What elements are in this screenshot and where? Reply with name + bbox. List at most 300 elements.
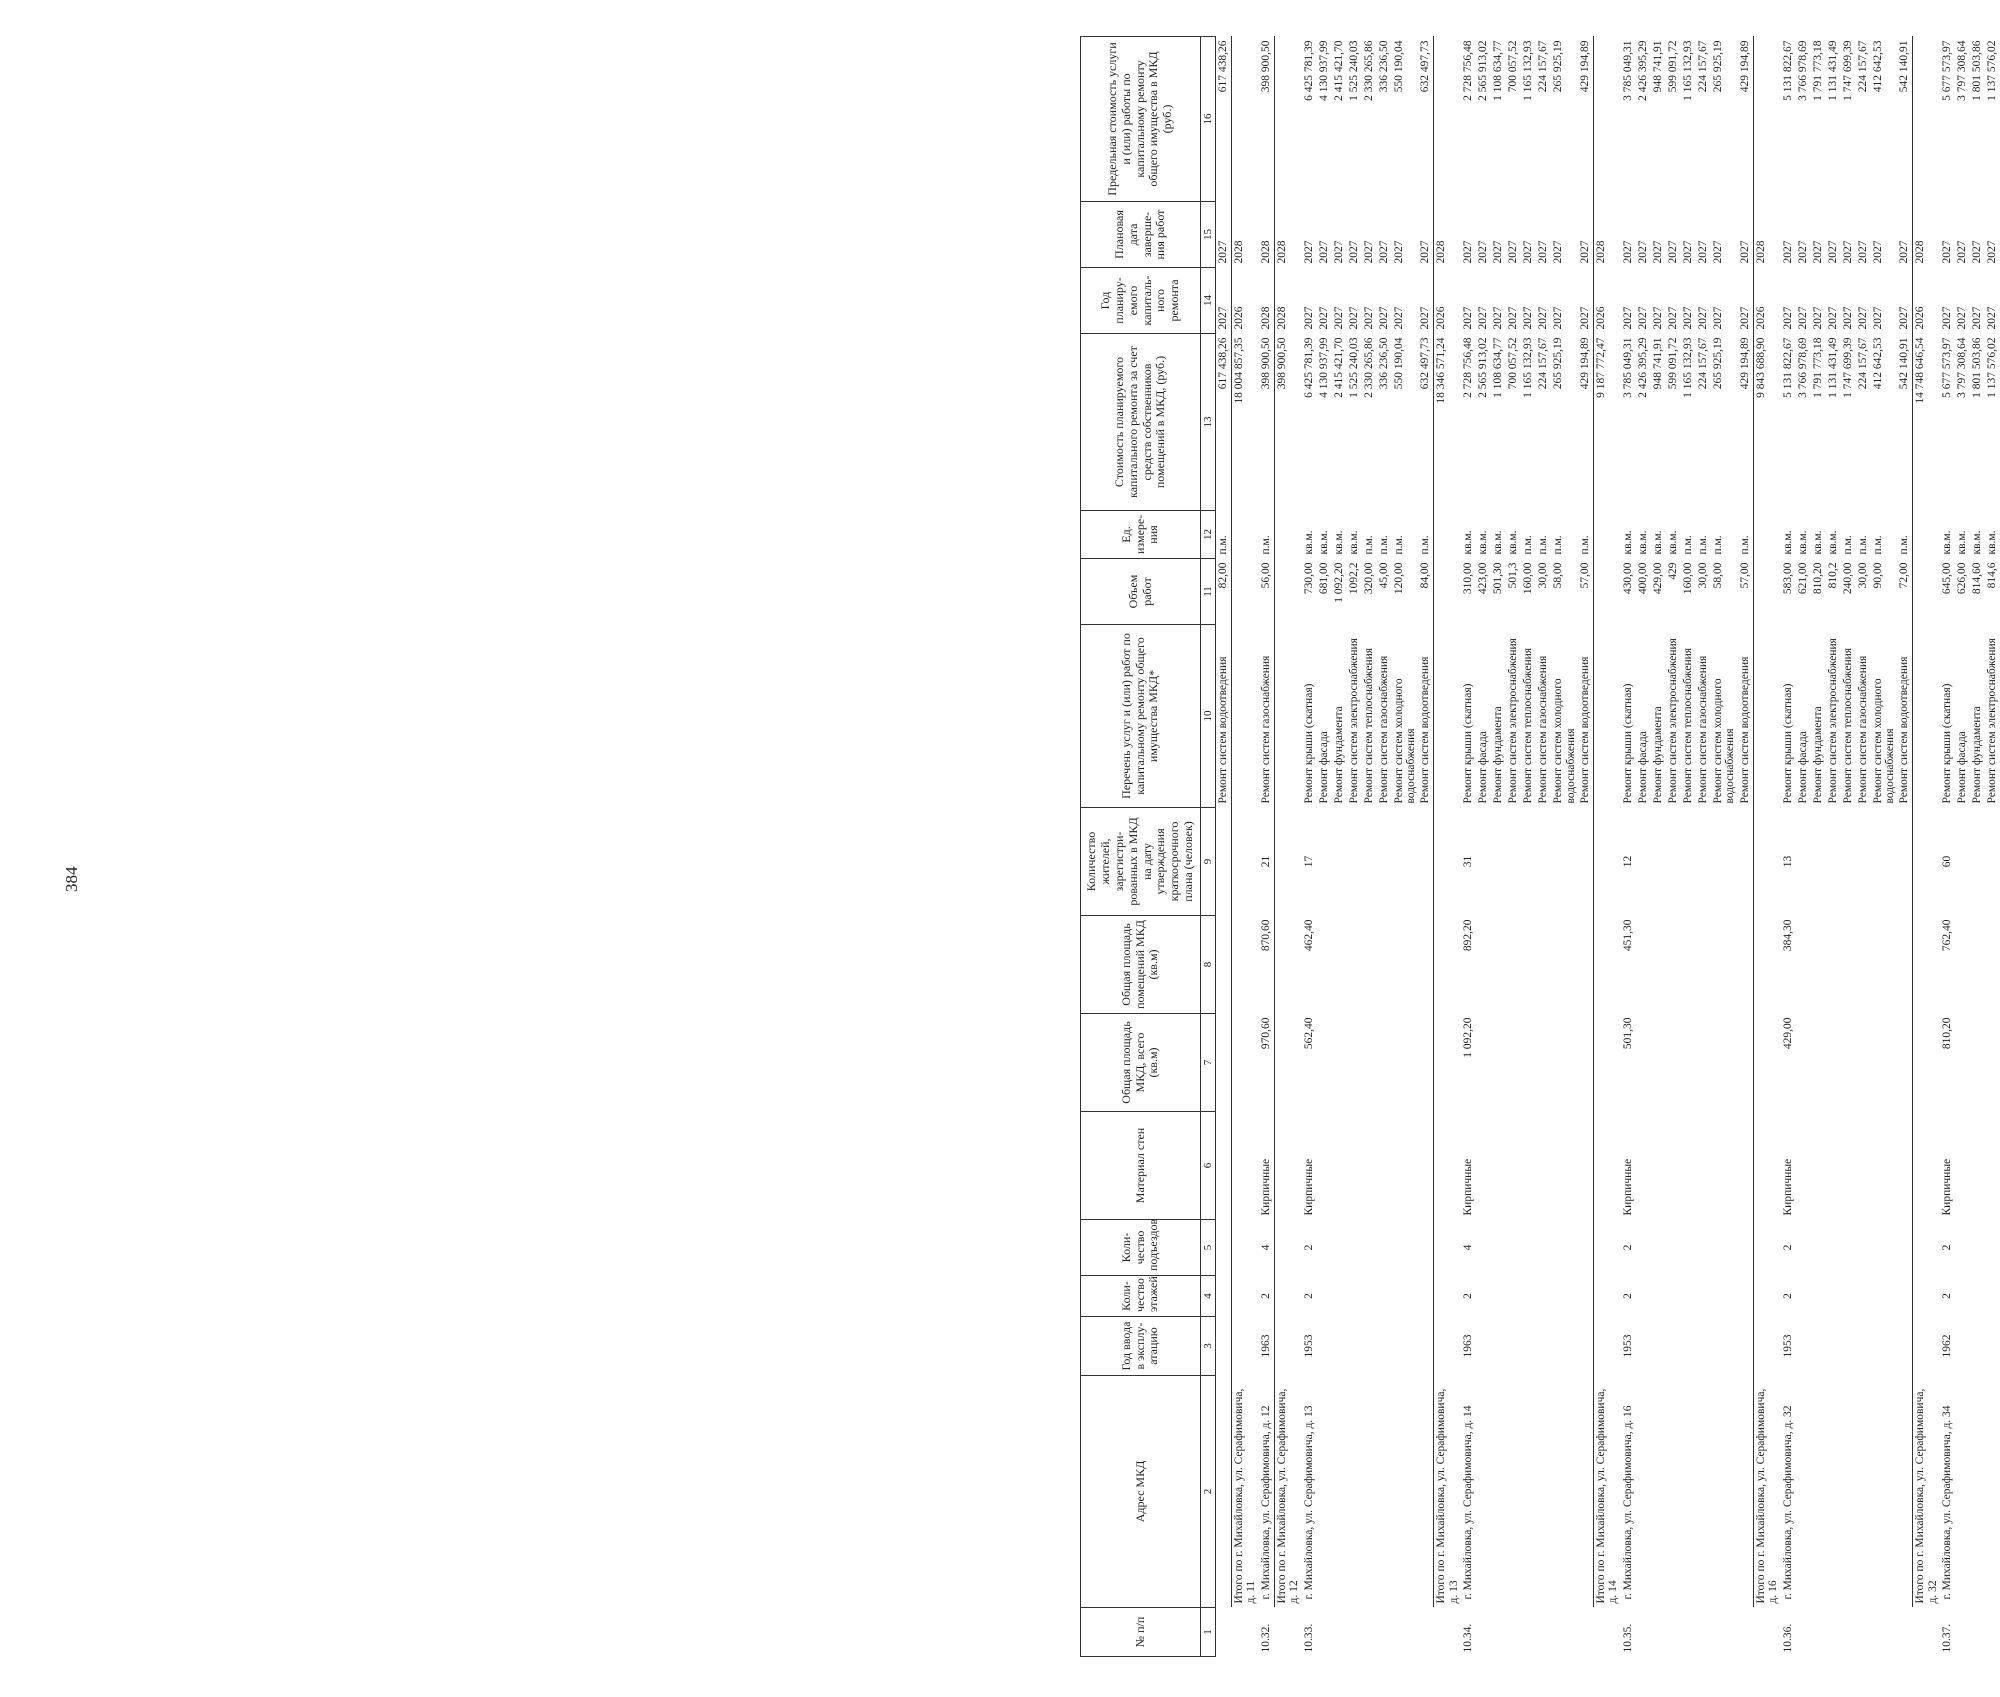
- cell-col-11: 310,00: [1462, 562, 1475, 595]
- cell-col-9: [1841, 808, 1856, 916]
- cell-col-6: [1506, 1112, 1521, 1220]
- table-row: [1651, 37, 1666, 1657]
- cell-col-12: кв.м.: [1956, 530, 1969, 555]
- total-cell-1: [1913, 1608, 1940, 1657]
- table-row: [1476, 37, 1491, 1657]
- cell-col-4: [1216, 1276, 1232, 1317]
- total-cell-15: 2028: [1913, 202, 1940, 268]
- cell-col-6: [1955, 1112, 1970, 1220]
- cell-col-14: 2027: [1666, 306, 1679, 330]
- table-row: [1216, 37, 1232, 1657]
- cell-col-2: [1811, 1376, 1826, 1608]
- cell-col-15: 2027: [1317, 240, 1330, 264]
- cell-col-10: Ремонт систем водоотведения: [1738, 656, 1751, 804]
- cell-col-10: Ремонт систем электроснабжения: [1666, 638, 1679, 804]
- cell-col-9: [1796, 808, 1811, 916]
- cell-col-12: п.м.: [1522, 535, 1535, 555]
- cell-col-14: 2027: [1696, 306, 1709, 330]
- cell-col-1: 10.32.: [1259, 1623, 1272, 1653]
- total-cell-16: [1594, 37, 1621, 202]
- cell-col-10: Ремонт фасада: [1956, 731, 1969, 804]
- table-header: [1081, 37, 1216, 1657]
- cell-col-5: [1521, 1220, 1536, 1276]
- cell-col-1: [1681, 1608, 1696, 1657]
- cell-col-1: [1418, 1608, 1434, 1657]
- cell-col-6: Кирпичные: [1462, 1158, 1475, 1216]
- cell-col-5: [1738, 1220, 1754, 1276]
- column-number-2: 2: [1201, 1376, 1216, 1608]
- cell-col-1: [1651, 1608, 1666, 1657]
- cell-col-11: 57,00: [1738, 562, 1751, 589]
- cell-col-1: [1362, 1608, 1377, 1657]
- total-cell-1: [1753, 1608, 1780, 1657]
- cell-col-14: 2027: [1651, 306, 1664, 330]
- cell-col-16: 632 497,73: [1419, 40, 1432, 93]
- cell-col-10: Ремонт систем водоотведения: [1419, 656, 1432, 804]
- cell-col-5: [1985, 1220, 2000, 1276]
- cell-col-10: Ремонт систем теплоснабжения: [1681, 647, 1694, 804]
- column-header-3: Год ввода в эксплу-атацию: [1081, 1317, 1201, 1376]
- cell-col-7: 970,60: [1259, 1017, 1272, 1050]
- cell-col-14: 2027: [1552, 306, 1565, 330]
- table-row: [1259, 37, 1275, 1657]
- column-number-16: 16: [1201, 37, 1216, 202]
- cell-col-6: [1418, 1112, 1434, 1220]
- cell-col-4: 2: [1781, 1293, 1794, 1299]
- cell-col-15: 2027: [1552, 240, 1565, 264]
- cell-col-1: [1841, 1608, 1856, 1657]
- total-cell-12: [1232, 511, 1259, 559]
- cell-col-2: [1826, 1376, 1841, 1608]
- cell-col-10: Ремонт крыши (скатная): [1781, 683, 1794, 804]
- cell-col-13: 2 330 265,86: [1362, 337, 1375, 398]
- cell-col-14: 2027: [1941, 306, 1954, 330]
- cell-col-13: 1 165 132,93: [1681, 337, 1694, 398]
- cell-col-6: [1551, 1112, 1578, 1220]
- cell-col-13: 3 766 978,69: [1796, 337, 1809, 398]
- cell-col-4: [1897, 1276, 1913, 1317]
- cell-col-15: 2027: [1696, 240, 1709, 264]
- table-row: [1696, 37, 1711, 1657]
- cell-col-16: 224 157,67: [1696, 40, 1709, 93]
- cell-col-7: [1506, 1014, 1521, 1112]
- cell-col-5: [1551, 1220, 1578, 1276]
- cell-col-7: [1696, 1014, 1711, 1112]
- cell-col-3: [1491, 1317, 1506, 1376]
- cell-col-16: 6 425 781,39: [1302, 40, 1315, 101]
- cell-col-3: [1347, 1317, 1362, 1376]
- cell-col-8: 892,20: [1462, 919, 1475, 952]
- cell-col-6: [1738, 1112, 1754, 1220]
- cell-col-5: [1796, 1220, 1811, 1276]
- cell-col-8: [1985, 916, 2000, 1014]
- total-cell-10: [1274, 625, 1301, 808]
- total-cell-13: 398 900,50: [1274, 334, 1301, 511]
- cell-col-3: [1578, 1317, 1594, 1376]
- column-header-4: Коли-чество этажей: [1081, 1276, 1201, 1317]
- total-cell-11: [1274, 559, 1301, 625]
- cell-col-2: [1521, 1376, 1536, 1608]
- cell-col-10: Ремонт систем холодного водоснабжения: [1871, 678, 1896, 804]
- cell-col-3: [1897, 1317, 1913, 1376]
- cell-col-6: Кирпичные: [1302, 1158, 1315, 1216]
- cell-col-11: 645,00: [1941, 562, 1954, 595]
- cell-col-12: п.м.: [1856, 535, 1869, 555]
- cell-col-7: [1841, 1014, 1856, 1112]
- cell-col-3: 1962: [1941, 1334, 1954, 1358]
- cell-col-5: 2: [1781, 1244, 1794, 1251]
- cell-col-14: 2027: [1317, 306, 1330, 330]
- total-cell-10: [1232, 625, 1259, 808]
- cell-col-2: [1711, 1376, 1738, 1608]
- total-cell-7: [1594, 1014, 1621, 1112]
- cell-col-16: 429 194,89: [1738, 40, 1751, 93]
- cell-col-15: 2027: [1856, 240, 1869, 264]
- cell-col-12: п.м.: [1419, 535, 1432, 555]
- cell-col-12: кв.м.: [1492, 530, 1505, 555]
- cell-col-8: [1955, 916, 1970, 1014]
- column-header-6: Материал стен: [1081, 1112, 1201, 1220]
- cell-col-12: кв.м.: [1986, 530, 1999, 555]
- cell-col-7: [1636, 1014, 1651, 1112]
- cell-col-12: кв.м.: [1477, 530, 1490, 555]
- cell-col-1: 10.36.: [1781, 1623, 1794, 1653]
- column-number-9: 9: [1201, 808, 1216, 916]
- table-row: [1377, 37, 1392, 1657]
- cell-col-3: [1738, 1317, 1754, 1376]
- cell-col-15: 2027: [1507, 240, 1520, 264]
- cell-col-8: [1796, 916, 1811, 1014]
- cell-col-10: Ремонт крыши (скатная): [1941, 683, 1954, 804]
- total-cell-11: [1913, 559, 1940, 625]
- cell-col-5: [1418, 1220, 1434, 1276]
- cell-col-16: 2 565 913,02: [1477, 40, 1490, 101]
- cell-col-5: [1317, 1220, 1332, 1276]
- cell-col-9: [1506, 808, 1521, 916]
- cell-col-15: 2027: [1462, 240, 1475, 264]
- cell-col-6: [1970, 1112, 1985, 1220]
- cell-col-9: [1696, 808, 1711, 916]
- total-cell-6: [1913, 1112, 1940, 1220]
- cell-col-2: [1666, 1376, 1681, 1608]
- cell-col-1: [1811, 1608, 1826, 1657]
- column-number-3: 3: [1201, 1317, 1216, 1376]
- total-cell-5: [1594, 1220, 1621, 1276]
- cell-col-7: [1985, 1014, 2000, 1112]
- table-row: [1856, 37, 1871, 1657]
- cell-col-16: 336 236,50: [1377, 40, 1390, 93]
- total-cell-7: [1232, 1014, 1259, 1112]
- cell-col-3: [1362, 1317, 1377, 1376]
- cell-col-10: Ремонт фасада: [1796, 731, 1809, 804]
- cell-col-15: 2027: [1492, 240, 1505, 264]
- column-number-11: 11: [1201, 559, 1216, 625]
- cell-col-13: 599 091,72: [1666, 337, 1679, 390]
- cell-col-1: [1347, 1608, 1362, 1657]
- cell-col-16: 948 741,91: [1651, 40, 1664, 93]
- cell-col-15: 2027: [1419, 240, 1432, 264]
- total-cell-7: [1913, 1014, 1940, 1112]
- cell-col-10: Ремонт фундамента: [1811, 706, 1824, 804]
- total-cell-15: 2028: [1753, 202, 1780, 268]
- cell-col-15: 2027: [1941, 240, 1954, 264]
- cell-col-9: [1651, 808, 1666, 916]
- cell-col-12: п.м.: [1579, 535, 1592, 555]
- column-number-4: 4: [1201, 1276, 1216, 1317]
- cell-col-6: Кирпичные: [1259, 1158, 1272, 1216]
- cell-col-13: 224 157,67: [1537, 337, 1550, 390]
- table-row: [1317, 37, 1332, 1657]
- cell-col-16: 265 925,19: [1711, 40, 1724, 93]
- cell-col-15: 2027: [1666, 240, 1679, 264]
- cell-col-13: 3 785 049,31: [1621, 337, 1634, 398]
- total-cell-1: [1434, 1608, 1461, 1657]
- cell-col-13: 336 236,50: [1377, 337, 1390, 390]
- cell-col-7: [1521, 1014, 1536, 1112]
- cell-col-2: [1317, 1376, 1332, 1608]
- cell-col-9: [1738, 808, 1754, 916]
- cell-col-14: 2027: [1507, 306, 1520, 330]
- column-number-5: 5: [1201, 1220, 1216, 1276]
- cell-col-16: 1 108 634,77: [1492, 40, 1505, 101]
- cell-col-9: [1871, 808, 1898, 916]
- cell-col-14: 2027: [1956, 306, 1969, 330]
- cell-col-14: 2027: [1841, 306, 1854, 330]
- cell-col-15: 2027: [1711, 240, 1724, 264]
- cell-col-12: кв.м.: [1781, 530, 1794, 555]
- cell-col-11: 58,00: [1552, 562, 1565, 589]
- table-row: [1970, 37, 1985, 1657]
- cell-col-10: Ремонт систем водоотведения: [1898, 656, 1911, 804]
- cell-col-10: Ремонт фундамента: [1971, 706, 1984, 804]
- cell-col-11: 400,00: [1636, 562, 1649, 595]
- total-cell-15: 2028: [1274, 202, 1301, 268]
- total-cell-7: [1434, 1014, 1461, 1112]
- cell-col-1: [1551, 1608, 1578, 1657]
- cell-col-3: [1871, 1317, 1898, 1376]
- cell-col-5: [1826, 1220, 1841, 1276]
- cell-col-10: Ремонт систем водоотведения: [1579, 656, 1592, 804]
- cell-col-5: [1681, 1220, 1696, 1276]
- total-cell-10: [1594, 625, 1621, 808]
- cell-col-7: [1811, 1014, 1826, 1112]
- cell-col-4: [1711, 1276, 1738, 1317]
- cell-col-7: [1332, 1014, 1347, 1112]
- column-number-6: 6: [1201, 1112, 1216, 1220]
- total-cell-15: 2028: [1232, 202, 1259, 268]
- cell-col-13: 3 797 308,64: [1956, 337, 1969, 398]
- cell-col-3: [1955, 1317, 1970, 1376]
- cell-col-8: 451,30: [1621, 919, 1634, 952]
- cell-col-6: [1636, 1112, 1651, 1220]
- cell-col-8: [1506, 916, 1521, 1014]
- cell-col-8: [1551, 916, 1578, 1014]
- cell-col-12: п.м.: [1711, 535, 1724, 555]
- total-cell-12: [1913, 511, 1940, 559]
- cell-col-11: 681,00: [1317, 562, 1330, 595]
- cell-col-6: [1362, 1112, 1377, 1220]
- cell-col-3: [1666, 1317, 1681, 1376]
- cell-col-5: [1377, 1220, 1392, 1276]
- cell-col-8: [1651, 916, 1666, 1014]
- cell-col-10: Ремонт фундамента: [1651, 706, 1664, 804]
- column-header-8: Общая площадь помещений МКД (кв.м): [1081, 916, 1201, 1014]
- cell-col-2: [1506, 1376, 1521, 1608]
- cell-col-3: 1963: [1462, 1334, 1475, 1358]
- cell-col-10: Ремонт крыши (скатная): [1621, 683, 1634, 804]
- total-cell-8: [1594, 916, 1621, 1014]
- cell-col-4: [1317, 1276, 1332, 1317]
- table-row: [1491, 37, 1506, 1657]
- cell-col-1: [1696, 1608, 1711, 1657]
- total-cell-12: [1274, 511, 1301, 559]
- cell-col-14: 2027: [1636, 306, 1649, 330]
- cell-col-6: [1811, 1112, 1826, 1220]
- cell-col-16: 5 677 573,97: [1941, 40, 1954, 101]
- table-row: [1536, 37, 1551, 1657]
- cell-col-16: 3 797 308,64: [1956, 40, 1969, 101]
- cell-col-13: 632 497,73: [1419, 337, 1432, 390]
- cell-col-3: [1970, 1317, 1985, 1376]
- total-cell-11: [1232, 559, 1259, 625]
- total-row: [1232, 37, 1259, 1657]
- cell-col-6: [1666, 1112, 1681, 1220]
- cell-col-10: Ремонт систем газоснабжения: [1259, 655, 1272, 804]
- cell-col-2: [1476, 1376, 1491, 1608]
- table-row: [1461, 37, 1476, 1657]
- cell-col-6: [1897, 1112, 1913, 1220]
- cell-col-13: 2 728 756,48: [1462, 337, 1475, 398]
- cell-col-16: 1 801 503,86: [1971, 40, 1984, 101]
- column-header-10: Перечень услуг и (или) работ по капитальному ремонту общего имущества МКД*: [1081, 625, 1201, 808]
- cell-col-2: г. Михайловка, ул. Серафимовича, д. 14: [1462, 1405, 1475, 1600]
- cell-col-16: 1 165 132,93: [1522, 40, 1535, 101]
- cell-col-9: [1666, 808, 1681, 916]
- cell-col-9: [1347, 808, 1362, 916]
- cell-col-4: [1362, 1276, 1377, 1317]
- cell-col-3: 1953: [1302, 1334, 1315, 1358]
- cell-col-5: [1841, 1220, 1856, 1276]
- cell-col-13: 2 565 913,02: [1477, 337, 1490, 398]
- total-cell-3: [1594, 1317, 1621, 1376]
- cell-col-10: Ремонт систем холодного водоснабжения: [1552, 678, 1577, 804]
- cell-col-12: п.м.: [1871, 535, 1884, 555]
- table-row: [1521, 37, 1536, 1657]
- cell-col-11: 814,6: [1986, 562, 1999, 589]
- total-cell-6: [1594, 1112, 1621, 1220]
- cell-col-7: [1536, 1014, 1551, 1112]
- table-row: [1578, 37, 1594, 1657]
- total-cell-9: [1913, 808, 1940, 916]
- cell-col-11: 501,30: [1492, 562, 1505, 595]
- cell-col-2: [1491, 1376, 1506, 1608]
- table-row: [1811, 37, 1826, 1657]
- cell-col-13: 1 137 576,02: [1986, 337, 1999, 398]
- cell-col-15: 2027: [1362, 240, 1375, 264]
- cell-col-9: [1392, 808, 1419, 916]
- total-row: [1594, 37, 1621, 1657]
- total-cell-10: [1913, 625, 1940, 808]
- cell-col-5: [1636, 1220, 1651, 1276]
- total-cell-4: [1594, 1276, 1621, 1317]
- cell-col-6: [1521, 1112, 1536, 1220]
- cell-col-3: [1696, 1317, 1711, 1376]
- cell-col-12: кв.м.: [1941, 530, 1954, 555]
- cell-col-5: [1362, 1220, 1377, 1276]
- cell-col-2: г. Михайловка, ул. Серафимовича, д. 12: [1259, 1405, 1272, 1600]
- cell-col-13: 224 157,67: [1856, 337, 1869, 390]
- cell-col-3: [1521, 1317, 1536, 1376]
- cell-col-9: [1521, 808, 1536, 916]
- cell-col-9: [1897, 808, 1913, 916]
- cell-col-9: 13: [1781, 855, 1794, 868]
- cell-col-5: [1811, 1220, 1826, 1276]
- cell-col-3: [1476, 1317, 1491, 1376]
- total-cell-13: 18 004 857,35: [1232, 334, 1259, 511]
- total-cell-9: [1434, 808, 1461, 916]
- total-cell-8: [1434, 916, 1461, 1014]
- cell-col-4: 2: [1941, 1293, 1954, 1299]
- cell-col-16: 1 525 240,03: [1347, 40, 1360, 101]
- cell-col-4: [1551, 1276, 1578, 1317]
- cell-col-14: 2027: [1419, 306, 1432, 330]
- cell-col-13: 1 108 634,77: [1492, 337, 1505, 398]
- cell-col-8: [1811, 916, 1826, 1014]
- cell-col-1: [1666, 1608, 1681, 1657]
- cell-col-4: [1536, 1276, 1551, 1317]
- table-row: [1418, 37, 1434, 1657]
- cell-col-6: Кирпичные: [1941, 1158, 1954, 1216]
- cell-col-8: [1362, 916, 1377, 1014]
- cell-col-11: 429: [1666, 562, 1679, 580]
- cell-col-9: [1711, 808, 1738, 916]
- cell-col-4: [1636, 1276, 1651, 1317]
- cell-col-4: [1392, 1276, 1419, 1317]
- total-cell-14: 2026: [1753, 268, 1780, 334]
- cell-col-9: [1418, 808, 1434, 916]
- total-row: [1913, 37, 1940, 1657]
- cell-col-8: [1476, 916, 1491, 1014]
- cell-col-2: г. Михайловка, ул. Серафимовича, д. 34: [1941, 1405, 1954, 1600]
- cell-col-12: кв.м.: [1636, 530, 1649, 555]
- total-cell-5: [1913, 1220, 1940, 1276]
- cell-col-4: [1491, 1276, 1506, 1317]
- cell-col-9: [1811, 808, 1826, 916]
- cell-col-10: Ремонт систем электроснабжения: [1507, 638, 1520, 804]
- cell-col-14: 2027: [1871, 306, 1884, 330]
- cell-col-14: 2027: [1826, 306, 1839, 330]
- cell-col-6: [1317, 1112, 1332, 1220]
- total-cell-3: [1232, 1317, 1259, 1376]
- cell-col-1: [1871, 1608, 1898, 1657]
- table-row: [1347, 37, 1362, 1657]
- cell-col-9: [1317, 808, 1332, 916]
- cell-col-7: [1377, 1014, 1392, 1112]
- cell-col-6: [1826, 1112, 1841, 1220]
- cell-col-14: 2027: [1347, 306, 1360, 330]
- cell-col-1: [1506, 1608, 1521, 1657]
- column-header-1: № п/п: [1081, 1608, 1201, 1657]
- cell-col-6: [1696, 1112, 1711, 1220]
- cell-col-3: [1811, 1317, 1826, 1376]
- cell-col-10: Ремонт фундамента: [1332, 706, 1345, 804]
- cell-col-7: [1666, 1014, 1681, 1112]
- cell-col-3: [1985, 1317, 2000, 1376]
- cell-col-16: 412 642,53: [1871, 40, 1884, 93]
- total-cell-13: 9 843 688,90: [1753, 334, 1780, 511]
- cell-col-4: [1696, 1276, 1711, 1317]
- cell-col-7: [1216, 1014, 1232, 1112]
